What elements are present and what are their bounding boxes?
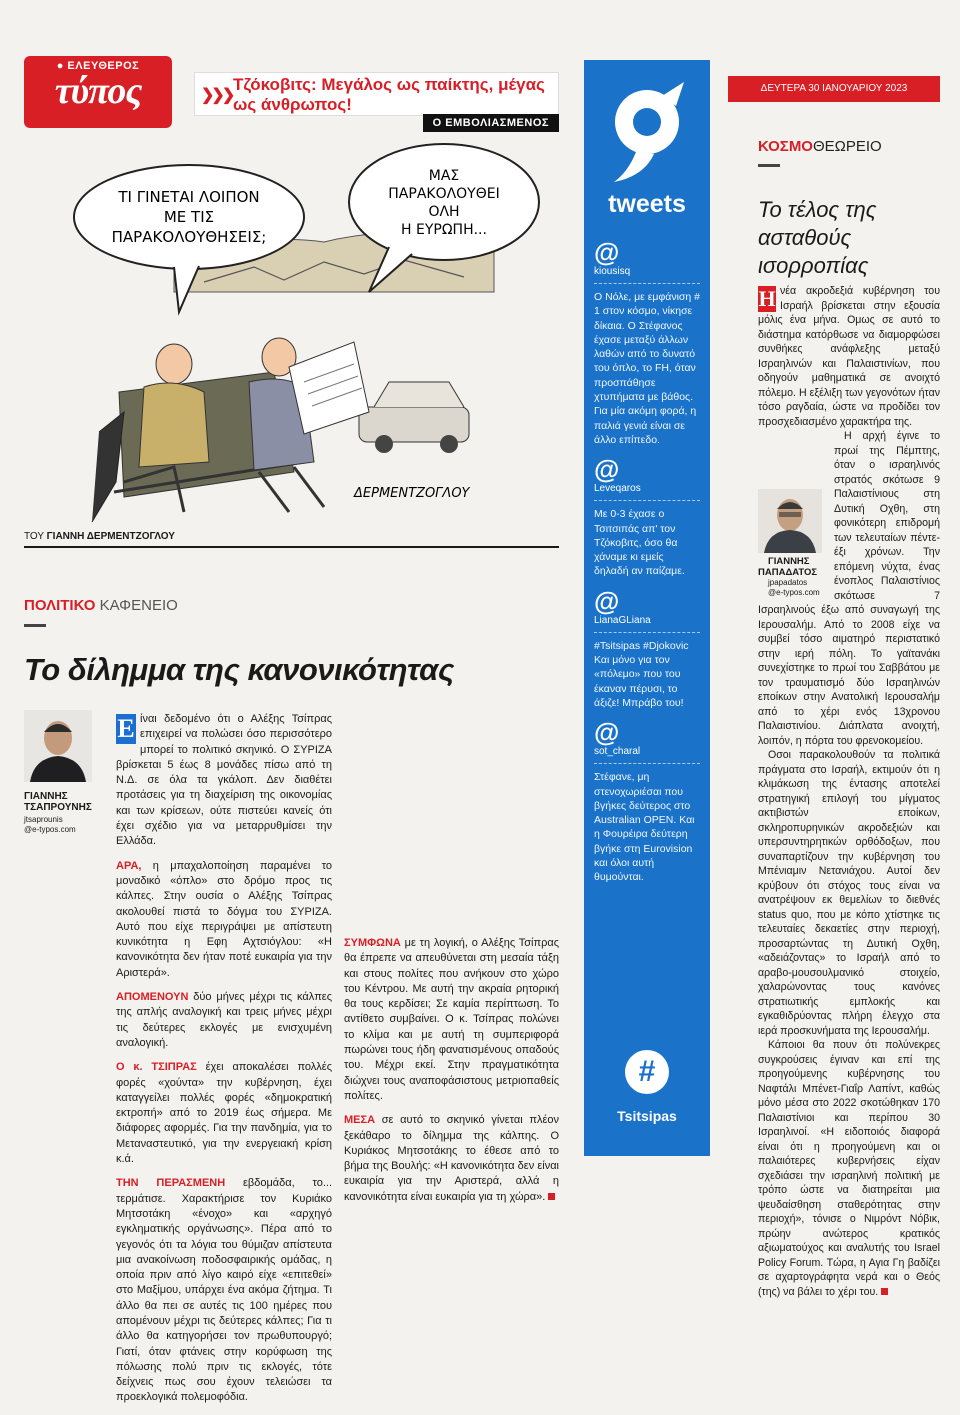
paragraph-1-text: ίναι δεδομένο ότι ο Αλέξης Τσίπρας επιχειρεί να πολώσει όσο περισσότερο μπορεί το πολιτικό σκηνικό. Ο ΣΥΡΙΖΑ βρίσκεται 5 έως 8 μονάδες πίσω από τη Ν.Δ. σε όλα τα γκάλοπ. Δεν διαθέτει προτάσεις για τη διαχείριση της οικονομίας και των κρίσεων, ούτε πιστεύει κανείς ότι έχει σχέδιο για να μεταρρυθμίσει την Ελλάδα. — [116, 713, 332, 848]
tweets-column — [584, 60, 710, 1156]
right-author-box — [758, 489, 826, 598]
author-handle-1: jtsaprounis — [24, 815, 63, 824]
paragraph-6 — [344, 936, 559, 1104]
at-icon: @ — [594, 585, 620, 616]
paragraph-7 — [344, 1113, 559, 1205]
right-article-body — [758, 284, 940, 1299]
section-label-bold: ΠΟΛΙΤΙΚΟ — [24, 597, 96, 614]
author-box — [24, 710, 104, 835]
at-icon: @ — [594, 237, 620, 267]
right-author-name: ΓΙΑΝΝΗΣ ΠΑΠΑΔΑΤΟΣ — [758, 556, 818, 578]
paragraph-4-lead: Ο κ. ΤΣΙΠΡΑΣ — [116, 1061, 197, 1074]
right-paragraph-1-text: νέα ακροδεξιά κυβέρνηση του Ισραήλ βρίσκεται στην εξουσία μόλις ένα μήνα. Ομως σε αυτό το διάστημα κατόρθωσε να διαμορφώσει συνθήκες ανάφλεξης μεταξύ Ισραηλινών και Παλαιστινίων, που οδηγούν μαθηματικά σε ανοιχτό πόλεμο. Η εξέλιξη των γεγονότων ήταν τόσο ραγδαία, ώστε να προδίδει τον προσχεδιασμένο χαρακτήρα της. — [758, 285, 940, 428]
masthead — [24, 56, 559, 128]
bubble-right-line-1: ΜΑΣ — [428, 168, 460, 184]
right-section-divider — [758, 164, 780, 174]
hashtag-block[interactable] — [584, 1050, 710, 1124]
cartoon-title: Ο ΕΜΒΟΛΙΑΣΜΕΝΟΣ — [423, 114, 559, 132]
credit-name: ΓΙΑΝΝΗ ΔΕΡΜΕΝΤΖΟΓΛΟΥ — [46, 531, 175, 542]
tweet-user[interactable]: kiousisq — [594, 266, 631, 277]
tweet-user[interactable]: Leveqaros — [594, 483, 641, 495]
paragraph-3 — [116, 990, 332, 1051]
paragraph-5 — [116, 1176, 332, 1405]
paragraph-1 — [116, 712, 332, 850]
bubble-right-line-3: ΟΛΗ — [428, 204, 460, 220]
author-handle-2: @e-typos.com — [24, 825, 76, 834]
tweet-text: Με 0-3 έχασε ο Τσιτσιπάς απ' τον Τζόκοβιτς, όσο θα χάναμε κι εμείς δηλαδή αν παίζαμε. — [594, 508, 685, 578]
right-section-bold: ΚΟΣΜΟ — [758, 138, 813, 155]
chevrons-icon: ❯❯❯ — [201, 87, 233, 104]
right-paragraph-4-text: Κάποιοι θα πουν ότι πολύνεκρες συγκρούσεις έγιναν και επί της προηγούμενης κυβέρνησης του Ναφτάλι Μπένετ-Γιαΐρ Λαπίντ, καθώς μόνο μέσα στο 2022 σκοτώθηκαν 170 Παλαιστίνιοι και περίπου 30 Ισραηλινοί. «Η ειδοποιός διαφορά είναι ότι η προηγούμενη και οι παλαιότερες κυβερνήσεις είχαν σχεδιάσει την ισραηλινή πολιτική με τρόπο ώστε να διατηρείται μια ψευδαίσθηση σταθερότητας στην περιοχή», τόνισε ο Νιμρόντ Νόβικ, πρώην ανώτερος κρατικός αξιωματούχος και αναλυτής του Israel Policy Forum. Τώρα, η Αγια Γη βαδίζει σε αχαρτογράφητα νερά και ο Θεός (της) να βάλει το χέρι του. — [758, 1039, 940, 1298]
paragraph-7-lead: ΜΕΣΑ — [344, 1114, 376, 1127]
paragraph-4 — [116, 1060, 332, 1167]
paragraph-3-text: δύο μήνες μέχρι τις κάλπες της απλής αναλογική και τρεις μήνες μέχρι τις δεύτερες εκλογές με ενισχυμένη αναλογική. — [116, 991, 332, 1049]
paragraph-3-lead: ΑΠΟΜΕΝΟΥΝ — [116, 991, 189, 1004]
right-author-handle-1: jpapadatos — [768, 578, 808, 587]
right-section-label — [758, 138, 882, 155]
paragraph-7-text: σε αυτό το σκηνικό γίνεται πλέον ξεκάθαρο το δίλημμα της κάλπης. Ο Κυριάκος Μητσοτάκης το έθεσε από το βήμα της Βουλής: «Η κανονικότητα δεν είναι ευκαιρία για την Αριστερά, αλλά η κανονικότητα είναι ευκαιρία για τη χώρα». — [344, 1114, 559, 1203]
left-column — [24, 56, 559, 1404]
bubble-left-line-3: ΠΑΡΑΚΟΛΟΥΘΗΣΕΙΣ; — [111, 228, 267, 246]
tweet-text: #Tsitsipas #Djokovic Και μόνο για τον «πόλεμο» που του έκαναν πέρυσι, το άξιζε! Μπράβο του! — [594, 639, 689, 709]
paragraph-5-text: εβδομάδα, το... τερμάτισε. Χαρακτήρισε τον Κυριάκο Μητσοτάκη «ένοχο» και «αρχηγό εγκληματικής οργάνωσης». Πέρα από το γεγονός ότι τα λόγια του θύμιζαν απίστευτα μια ανακοίνωση ποδοσφαιρικής ομάδας, η οποία πριν από λίγο καιρό είχε «επιτεθεί» στο Μαξίμου, υπάρχει ένα ακόμα ζήτημα. Τι άλλο θα πει σε αυτές τις 100 ημέρες που απομένουν μέχρι τις δεύτερες κάλπες; Για τι άλλο θα κατηγορήσει τον πρωθυπουργό; Γιατί, όταν φτάνεις στην κορύφωση της πόλωσης πολύ πριν τις εκλογές, τότε δείχνεις πως σου έχουν τελειώσει τα προεκλογικά πολεμοφόδια. — [116, 1177, 332, 1404]
at-icon: @ — [594, 454, 620, 485]
tweet-user[interactable]: sot_charal — [594, 746, 641, 758]
paragraph-2 — [116, 859, 332, 981]
drop-cap: Ε — [117, 714, 135, 743]
cartoonist-signature: ΔΕΡΜΕΝΤΖΟΓΛΟΥ — [354, 486, 470, 501]
right-section-rest: ΘΕΩΡΕΙΟ — [812, 138, 882, 155]
credit-prefix: ΤΟΥ — [24, 531, 44, 542]
author-photo — [24, 710, 92, 782]
tweet-text: Στέφανε, μη στενοχωριέσαι που βγήκες δεύτερος στο Australian OPEN. Και η Φουρέιρα δεύτερη βγήκε στη Eurovision και όλοι αυτή θυμούνται. — [594, 771, 695, 884]
author-handle — [24, 815, 104, 835]
right-paragraph-4 — [758, 1038, 940, 1299]
tweets-title: tweets — [608, 190, 686, 218]
tweet-entry[interactable] — [584, 455, 710, 578]
bird-logo-icon — [584, 60, 710, 190]
headline-banner[interactable] — [194, 72, 559, 116]
bubble-left-line-1: ΤΙ ΓΙΝΕΤΑΙ ΛΟΙΠΟΝ — [118, 188, 260, 206]
right-paragraph-2-text: Η αρχή έγινε το πρωί της Πέμπτης, όταν ο ισραηλινός στρατός σκότωσε 9 Παλαιστίνιους στη Δυτική Οχθη, στη φονικότερη επιδρομή των τελευταίων πέντε-έξι χρόνων. Την επόμενη νύχτα, ένας ένοπλος Παλαιστίνιος σκότωσε 7 Ισραηλινούς έξω από συναγωγή της Ιερουσαλήμ. Από το 2008 είχε να συμβεί τόσο αιματηρό περιστατικό στην ιερή πόλη. Το γαϊτανάκι συνεχίστηκε το πρωί του Σαββάτου με τον τραυματισμό δύο Ισραηλινών εποίκων στην Ανατολική Ιερουσαλήμ από το χέρι ενός 13χρονου Παλαιστινίου. Διάπλατα ανοιχτή, λοιπόν, η πόρτα του φρενοκομείου. — [758, 430, 940, 747]
right-column — [728, 56, 940, 1298]
tweets-header — [584, 60, 710, 230]
tweet-divider — [594, 763, 700, 764]
right-article-title: Το τέλος της ασταθούς ισορροπίας — [758, 197, 877, 278]
right-end-mark-icon — [881, 1288, 888, 1295]
article-title: Το δίλημμα της κανονικότητας — [24, 652, 454, 687]
right-paragraph-3-text: Οσοι παρακολουθούν τα πολιτικά πράγματα στο Ισραήλ, εκτιμούν ότι η κλιμάκωση της έντασης αποτελεί στρατηγική επιλογή του μίγματος ακτιβιστών εποίκων, σκληροπυρηνικών ακροδεξιών και υπερσυντηρητικών ορθόδοξων, που συναπαρτίζουν την κυβέρνηση του Μπένιαμιν Νετανιάχου. Αυτοί δεν κρύβουν ότι στόχος τους είναι να ανατρέψουν εκ θεμελίων το διεθνές status quo, που με κόπο χτίστηκε τις τελευταίες δεκαετίες στην περιοχή, προσαρτώντας τη Δυτική Οχθη, «αδειάζοντας» το Ισραήλ από το αραβο-μουσουλμανικό στοιχείο, χαλαρώνοντας τους κανόνες στρατιωτικής εμπλοκής και εγκαθιδρύοντας πλήρη έλεγχο στα ιερά προσκυνήματα της Ιερουσαλήμ. — [758, 749, 940, 1037]
hashtag-icon: # — [625, 1050, 669, 1094]
article-column-1 — [116, 712, 332, 1415]
tweet-entry[interactable] — [584, 238, 710, 447]
tweet-user[interactable]: LianaGLiana — [594, 614, 651, 626]
end-mark-icon — [548, 1193, 555, 1200]
bubble-left-line-2: ΜΕ ΤΙΣ — [163, 208, 215, 226]
paragraph-2-text: η μπαχαλοποίηση παραμένει το μοναδικό «όπλο» στο δρόμο προς τις κάλπες. Στην ουσία ο Αλέξης Τσίπρας ακολουθεί πιστά το δόγμα του ΣΥΡΙΖΑ. Αυτό που είχε περιγράψει με απίστευτη κυνικότητα η Εφη Αχτσιόγλου: «Η κανονικότητα δεν ήταν ποτέ ευκαιρία για την Αριστερά». — [116, 859, 332, 979]
tweet-entry[interactable] — [584, 587, 710, 710]
right-author-handle-2: @e-typos.com — [768, 588, 820, 597]
logo-big-text: τύπος — [54, 70, 142, 112]
paragraph-6-lead: ΣΥΜΦΩΝΑ — [344, 937, 401, 949]
tweet-text: Ο Νόλε, με εμφάνιση # 1 στον κόσμο, νίκησε δίκαια. Ο Στέφανος έχασε μεταξύ άλλων λαθών από το δυνατό του όπλο, το FH, όταν προσπάθησε χτυπήματα με βάθος. Για μία ακόμη φορά, η παλιά γενιά είναι σε άλλο επίπεδο. — [594, 291, 700, 446]
paragraph-6-text: με τη λογική, ο Αλέξης Τσίπρας θα έπρεπε να απευθύνεται στη μεσαία τάξη και στους πολίτες που ανήκουν στο χώρο του Κέντρου. Με αυτή την ακραία ρητορική θα τους κερδίσει; Σε καμία περίπτωση. Το αντίθετο συμβαίνει. Ο κ. Τσίπρας πολώνει το κλίμα και με αυτή τη συμπεριφορά πωρώνει τους ήδη φανατισμένους οπαδούς του. Μέχρι εκεί. Στην πραγματικότητα διώχνει τους αναποφάσιστους μετριοπαθείς πολίτες. — [344, 937, 559, 1102]
tweet-divider — [594, 283, 700, 284]
right-paragraph-2 — [758, 429, 940, 748]
section-label-rest: ΚΑΦΕΝΕΙΟ — [95, 597, 178, 614]
cartoon-credit — [24, 531, 559, 548]
right-paragraph-1 — [758, 284, 940, 429]
paragraph-2-lead: ΑΡΑ, — [116, 859, 142, 872]
section-divider — [24, 624, 46, 634]
paragraph-5-lead: ΤΗΝ ΠΕΡΑΣΜΕΝΗ — [116, 1177, 226, 1190]
newspaper-logo[interactable] — [24, 56, 172, 128]
author-name: ΓΙΑΝΝΗΣ ΤΣΑΠΡΟΥΝΗΣ — [24, 791, 92, 813]
banner-headline: Τζόκοβιτς: Μεγάλος ως παίκτης, μέγας ως άνθρωπος! — [233, 75, 545, 114]
tweet-divider — [594, 632, 700, 633]
bubble-right-line-4: Η ΕΥΡΩΠΗ... — [401, 222, 487, 238]
right-drop-cap: Η — [758, 286, 776, 311]
tweet-entry[interactable] — [584, 718, 710, 884]
political-cartoon — [24, 142, 559, 522]
right-author-photo — [758, 489, 822, 553]
article-column-2 — [344, 936, 559, 1214]
at-icon: @ — [594, 717, 620, 748]
tweet-divider — [594, 500, 700, 501]
hashtag-label[interactable]: Tsitsipas — [617, 1108, 677, 1124]
right-paragraph-3 — [758, 748, 940, 1038]
paragraph-4-text: έχει αποκαλέσει πολλές φορές «χούντα» την κυβέρνηση, έχει καταγγείλει πολλές φορές «δημοκρατική εκτροπή» από το 2019 έως σήμερα. Με διάφορες αφορμές. Για την πανδημία, για το Μεταναστευτικό, για την ενεργειακή κρίση κ.ά. — [116, 1061, 332, 1166]
bubble-right-line-2: ΠΑΡΑΚΟΛΟΥΘΕΙ — [388, 186, 500, 202]
logo-small-text: ● ΕΛΕΥΘΕΡΟΣ — [56, 60, 140, 72]
section-label — [24, 597, 178, 614]
date-bar: ΔΕΥΤΕΡΑ 30 ΙΑΝΟΥΑΡΙΟΥ 2023 — [728, 76, 940, 102]
